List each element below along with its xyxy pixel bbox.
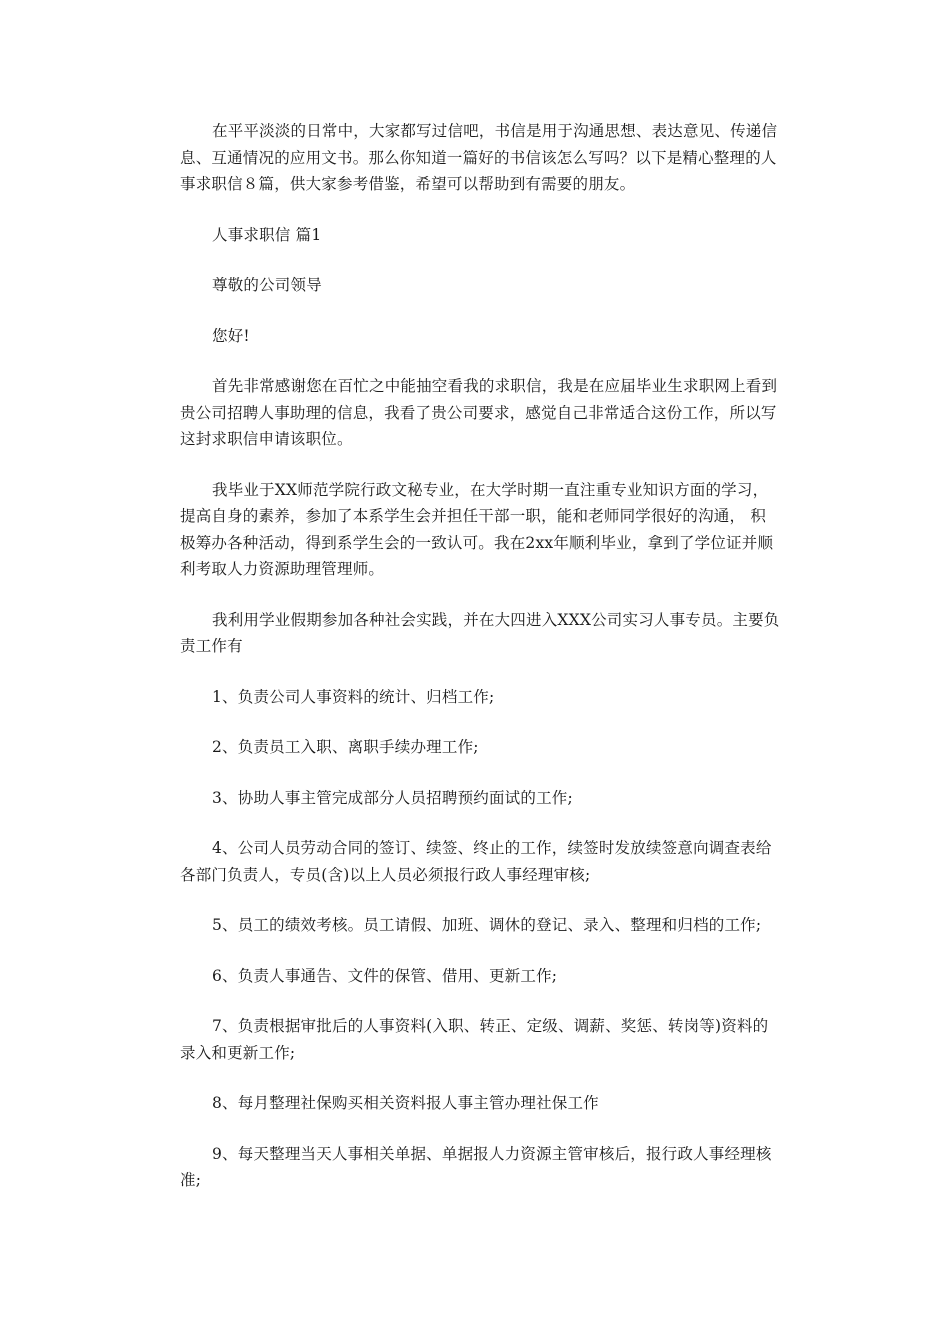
list-item: 7、负责根据审批后的人事资料(入职、转正、定级、调薪、奖惩、转岗等)资料的录入和更新工作; (180, 1017, 769, 1062)
list-item: 8、每月整理社保购买相关资料报人事主管办理社保工作 (212, 1094, 599, 1112)
section-heading: 人事求职信 篇1 (212, 225, 322, 244)
list-item: 3、协助人事主管完成部分人员招聘预约面试的工作; (212, 788, 573, 807)
salutation: 尊敬的公司领导 (212, 276, 322, 294)
greeting: 您好! (212, 326, 250, 345)
list-item: 4、公司人员劳动合同的签订、续签、终止的工作，续签时发放续签意向调查表给各部门负责人，专员(含)以上人员必须报行政人事经理审核; (180, 839, 772, 884)
body-paragraph: 首先非常感谢您在百忙之中能抽空看我的求职信，我是在应届毕业生求职网上看到贵公司招聘人事助理的信息，我看了贵公司要求，感觉自己非常适合这份工作，所以写这封求职信申请该职位。 (180, 377, 778, 448)
document-page (180, 118, 780, 1218)
body-paragraph: 我毕业于XX师范学院行政文秘专业，在大学时期一直注重专业知识方面的学习，提高自身的素养，参加了本系学生会并担任干部一职，能和老师同学很好的沟通， 积极筹办各种活动，得到系学生会的一致认可。我在2xx年顺利毕业，拿到了学位证并顺利考取人力资源助理管理师。 (180, 480, 774, 578)
body-paragraph: 我利用学业假期参加各种社会实践，并在大四进入XXX公司实习人事专员。主要负责工作有 (180, 610, 780, 655)
list-item: 1、负责公司人事资料的统计、归档工作; (212, 687, 495, 706)
intro-paragraph: 在平平淡淡的日常中，大家都写过信吧，书信是用于沟通思想、表达意见、传递信息、互通情况的应用文书。那么你知道一篇好的书信该怎么写吗？以下是精心整理的人事求职信８篇，供大家参考借鉴，希望可以帮助到有需要的朋友。 (180, 122, 778, 193)
list-item: 9、每天整理当天人事相关单据、单据报人力资源主管审核后，报行政人事经理核准; (180, 1144, 772, 1189)
list-item: 2、负责员工入职、离职手续办理工作; (212, 738, 479, 756)
list-item: 5、员工的绩效考核。员工请假、加班、调休的登记、录入、整理和归档的工作; (212, 916, 762, 934)
list-item: 6、负责人事通告、文件的保管、借用、更新工作; (212, 966, 558, 985)
